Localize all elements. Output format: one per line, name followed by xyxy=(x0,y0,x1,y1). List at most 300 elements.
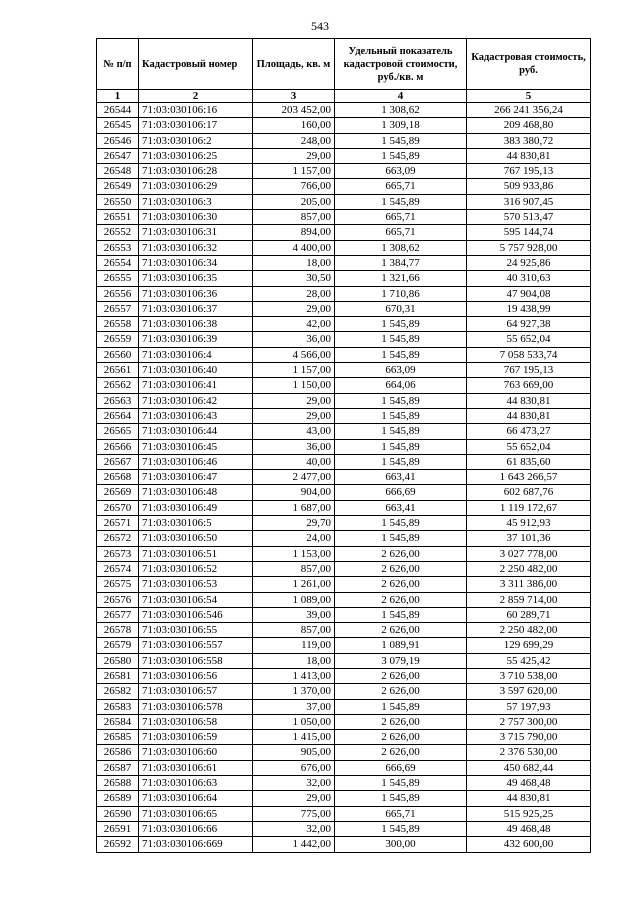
specific-value-cell: 665,71 xyxy=(335,225,467,240)
cadastral-number-cell: 71:03:030106:669 xyxy=(139,837,253,852)
cadastral-number-cell: 71:03:030106:557 xyxy=(139,638,253,653)
row-number-cell: 26557 xyxy=(97,301,139,316)
row-number-cell: 26589 xyxy=(97,791,139,806)
cadastral-value-cell: 2 757 300,00 xyxy=(467,714,591,729)
row-number-cell: 26571 xyxy=(97,516,139,531)
cadastral-value-cell: 316 907,45 xyxy=(467,194,591,209)
header-cadastral-number: Кадастровый номер xyxy=(139,39,253,90)
cadastral-number-cell: 71:03:030106:578 xyxy=(139,699,253,714)
row-number-cell: 26556 xyxy=(97,286,139,301)
area-cell: 894,00 xyxy=(253,225,335,240)
cadastral-number-cell: 71:03:030106:46 xyxy=(139,454,253,469)
row-number-cell: 26574 xyxy=(97,561,139,576)
table-row xyxy=(97,164,591,179)
column-number: 3 xyxy=(253,90,335,103)
area-cell: 36,00 xyxy=(253,439,335,454)
column-number: 1 xyxy=(97,90,139,103)
cadastral-number-cell: 71:03:030106:29 xyxy=(139,179,253,194)
row-number-cell: 26583 xyxy=(97,699,139,714)
specific-value-cell: 1 545,89 xyxy=(335,776,467,791)
cadastral-number-cell: 71:03:030106:30 xyxy=(139,210,253,225)
cadastral-value-cell: 763 669,00 xyxy=(467,378,591,393)
area-cell: 18,00 xyxy=(253,653,335,668)
cadastral-value-cell: 266 241 356,24 xyxy=(467,103,591,118)
cadastral-number-cell: 71:03:030106:25 xyxy=(139,148,253,163)
cadastral-number-cell: 71:03:030106:66 xyxy=(139,821,253,836)
cadastral-value-cell: 5 757 928,00 xyxy=(467,240,591,255)
specific-value-cell: 1 545,89 xyxy=(335,408,467,423)
area-cell: 2 477,00 xyxy=(253,470,335,485)
table-row xyxy=(97,623,591,638)
cadastral-value-cell: 47 904,08 xyxy=(467,286,591,301)
header-cadastral-value: Кадастровая стоимость, руб. xyxy=(467,39,591,90)
cadastral-value-cell: 432 600,00 xyxy=(467,837,591,852)
cadastral-number-cell: 71:03:030106:558 xyxy=(139,653,253,668)
row-number-cell: 26580 xyxy=(97,653,139,668)
area-cell: 29,00 xyxy=(253,791,335,806)
table-row xyxy=(97,194,591,209)
area-cell: 1 370,00 xyxy=(253,684,335,699)
specific-value-cell: 2 626,00 xyxy=(335,592,467,607)
cadastral-number-cell: 71:03:030106:56 xyxy=(139,668,253,683)
table-row xyxy=(97,791,591,806)
specific-value-cell: 300,00 xyxy=(335,837,467,852)
row-number-cell: 26573 xyxy=(97,546,139,561)
specific-value-cell: 665,71 xyxy=(335,179,467,194)
area-cell: 160,00 xyxy=(253,118,335,133)
table-row xyxy=(97,592,591,607)
row-number-cell: 26554 xyxy=(97,255,139,270)
row-number-cell: 26568 xyxy=(97,470,139,485)
row-number-cell: 26550 xyxy=(97,194,139,209)
cadastral-value-cell: 44 830,81 xyxy=(467,791,591,806)
table-row xyxy=(97,699,591,714)
cadastral-value-cell: 383 380,72 xyxy=(467,133,591,148)
table-row xyxy=(97,821,591,836)
cadastral-value-cell: 602 687,76 xyxy=(467,485,591,500)
cadastral-value-cell: 129 699,29 xyxy=(467,638,591,653)
row-number-cell: 26584 xyxy=(97,714,139,729)
specific-value-cell: 2 626,00 xyxy=(335,561,467,576)
cadastral-number-cell: 71:03:030106:54 xyxy=(139,592,253,607)
specific-value-cell: 1 308,62 xyxy=(335,103,467,118)
specific-value-cell: 1 545,89 xyxy=(335,699,467,714)
specific-value-cell: 2 626,00 xyxy=(335,668,467,683)
cadastral-value-cell: 1 643 266,57 xyxy=(467,470,591,485)
cadastral-number-cell: 71:03:030106:43 xyxy=(139,408,253,423)
table-row xyxy=(97,653,591,668)
area-cell: 43,00 xyxy=(253,424,335,439)
area-cell: 29,00 xyxy=(253,393,335,408)
cadastral-value-table xyxy=(96,38,591,853)
cadastral-number-cell: 71:03:030106:34 xyxy=(139,255,253,270)
area-cell: 37,00 xyxy=(253,699,335,714)
specific-value-cell: 2 626,00 xyxy=(335,684,467,699)
specific-value-cell: 1 545,89 xyxy=(335,133,467,148)
cadastral-value-cell: 450 682,44 xyxy=(467,760,591,775)
table-row xyxy=(97,133,591,148)
table-row xyxy=(97,255,591,270)
cadastral-value-cell: 40 310,63 xyxy=(467,271,591,286)
column-number: 5 xyxy=(467,90,591,103)
specific-value-cell: 1 309,18 xyxy=(335,118,467,133)
table-row xyxy=(97,454,591,469)
table-row xyxy=(97,806,591,821)
table-row xyxy=(97,668,591,683)
table-row xyxy=(97,118,591,133)
row-number-cell: 26561 xyxy=(97,363,139,378)
cadastral-value-cell: 767 195,13 xyxy=(467,164,591,179)
page-number: 543 xyxy=(311,19,329,33)
cadastral-number-cell: 71:03:030106:60 xyxy=(139,745,253,760)
cadastral-number-cell: 71:03:030106:61 xyxy=(139,760,253,775)
row-number-cell: 26555 xyxy=(97,271,139,286)
table-row xyxy=(97,745,591,760)
area-cell: 905,00 xyxy=(253,745,335,760)
row-number-cell: 26564 xyxy=(97,408,139,423)
cadastral-value-cell: 61 835,60 xyxy=(467,454,591,469)
cadastral-number-cell: 71:03:030106:16 xyxy=(139,103,253,118)
cadastral-number-cell: 71:03:030106:41 xyxy=(139,378,253,393)
cadastral-number-cell: 71:03:030106:52 xyxy=(139,561,253,576)
cadastral-value-cell: 60 289,71 xyxy=(467,607,591,622)
specific-value-cell: 1 545,89 xyxy=(335,194,467,209)
area-cell: 29,70 xyxy=(253,516,335,531)
specific-value-cell: 1 089,91 xyxy=(335,638,467,653)
row-number-cell: 26548 xyxy=(97,164,139,179)
area-cell: 904,00 xyxy=(253,485,335,500)
cadastral-value-cell: 55 425,42 xyxy=(467,653,591,668)
table-row xyxy=(97,837,591,852)
area-cell: 1 261,00 xyxy=(253,577,335,592)
table-body xyxy=(97,103,591,853)
cadastral-value-cell: 2 376 530,00 xyxy=(467,745,591,760)
specific-value-cell: 663,09 xyxy=(335,363,467,378)
table-header-row xyxy=(97,39,591,90)
row-number-cell: 26585 xyxy=(97,730,139,745)
area-cell: 36,00 xyxy=(253,332,335,347)
table-row xyxy=(97,301,591,316)
cadastral-number-cell: 71:03:030106:39 xyxy=(139,332,253,347)
area-cell: 1 050,00 xyxy=(253,714,335,729)
row-number-cell: 26566 xyxy=(97,439,139,454)
row-number-cell: 26546 xyxy=(97,133,139,148)
row-number-cell: 26553 xyxy=(97,240,139,255)
table-row xyxy=(97,500,591,515)
cadastral-value-cell: 7 058 533,74 xyxy=(467,347,591,362)
specific-value-cell: 1 545,89 xyxy=(335,791,467,806)
specific-value-cell: 1 545,89 xyxy=(335,424,467,439)
cadastral-number-cell: 71:03:030106:48 xyxy=(139,485,253,500)
row-number-cell: 26587 xyxy=(97,760,139,775)
area-cell: 205,00 xyxy=(253,194,335,209)
area-cell: 40,00 xyxy=(253,454,335,469)
cadastral-value-cell: 209 468,80 xyxy=(467,118,591,133)
cadastral-value-cell: 3 715 790,00 xyxy=(467,730,591,745)
area-cell: 32,00 xyxy=(253,776,335,791)
area-cell: 766,00 xyxy=(253,179,335,194)
cadastral-number-cell: 71:03:030106:63 xyxy=(139,776,253,791)
cadastral-number-cell: 71:03:030106:40 xyxy=(139,363,253,378)
column-number-row xyxy=(97,90,591,103)
cadastral-value-cell: 3 311 386,00 xyxy=(467,577,591,592)
row-number-cell: 26544 xyxy=(97,103,139,118)
row-number-cell: 26562 xyxy=(97,378,139,393)
specific-value-cell: 670,31 xyxy=(335,301,467,316)
area-cell: 203 452,00 xyxy=(253,103,335,118)
row-number-cell: 26572 xyxy=(97,531,139,546)
row-number-cell: 26570 xyxy=(97,500,139,515)
area-cell: 1 157,00 xyxy=(253,363,335,378)
cadastral-value-cell: 3 597 620,00 xyxy=(467,684,591,699)
area-cell: 29,00 xyxy=(253,301,335,316)
row-number-cell: 26576 xyxy=(97,592,139,607)
specific-value-cell: 1 321,66 xyxy=(335,271,467,286)
area-cell: 1 150,00 xyxy=(253,378,335,393)
cadastral-value-cell: 570 513,47 xyxy=(467,210,591,225)
cadastral-value-cell: 3 710 538,00 xyxy=(467,668,591,683)
cadastral-value-cell: 37 101,36 xyxy=(467,531,591,546)
header-area: Площадь, кв. м xyxy=(253,39,335,90)
area-cell: 24,00 xyxy=(253,531,335,546)
cadastral-number-cell: 71:03:030106:44 xyxy=(139,424,253,439)
table-row xyxy=(97,408,591,423)
cadastral-number-cell: 71:03:030106:50 xyxy=(139,531,253,546)
cadastral-value-cell: 45 912,93 xyxy=(467,516,591,531)
row-number-cell: 26582 xyxy=(97,684,139,699)
column-number: 4 xyxy=(335,90,467,103)
specific-value-cell: 663,41 xyxy=(335,470,467,485)
row-number-cell: 26591 xyxy=(97,821,139,836)
table-row xyxy=(97,638,591,653)
specific-value-cell: 1 545,89 xyxy=(335,317,467,332)
cadastral-number-cell: 71:03:030106:49 xyxy=(139,500,253,515)
table-row xyxy=(97,148,591,163)
area-cell: 119,00 xyxy=(253,638,335,653)
cadastral-value-cell: 3 027 778,00 xyxy=(467,546,591,561)
area-cell: 4 400,00 xyxy=(253,240,335,255)
cadastral-value-cell: 509 933,86 xyxy=(467,179,591,194)
specific-value-cell: 1 308,62 xyxy=(335,240,467,255)
row-number-cell: 26569 xyxy=(97,485,139,500)
cadastral-number-cell: 71:03:030106:28 xyxy=(139,164,253,179)
table-row xyxy=(97,470,591,485)
area-cell: 1 089,00 xyxy=(253,592,335,607)
cadastral-number-cell: 71:03:030106:17 xyxy=(139,118,253,133)
cadastral-number-cell: 71:03:030106:59 xyxy=(139,730,253,745)
row-number-cell: 26552 xyxy=(97,225,139,240)
row-number-cell: 26558 xyxy=(97,317,139,332)
row-number-cell: 26578 xyxy=(97,623,139,638)
specific-value-cell: 2 626,00 xyxy=(335,714,467,729)
table-row xyxy=(97,684,591,699)
cadastral-value-cell: 2 859 714,00 xyxy=(467,592,591,607)
specific-value-cell: 2 626,00 xyxy=(335,730,467,745)
table-row xyxy=(97,607,591,622)
table-row xyxy=(97,378,591,393)
cadastral-value-cell: 57 197,93 xyxy=(467,699,591,714)
specific-value-cell: 1 710,86 xyxy=(335,286,467,301)
specific-value-cell: 1 545,89 xyxy=(335,531,467,546)
cadastral-number-cell: 71:03:030106:55 xyxy=(139,623,253,638)
specific-value-cell: 666,69 xyxy=(335,760,467,775)
area-cell: 1 413,00 xyxy=(253,668,335,683)
table-row xyxy=(97,776,591,791)
cadastral-value-cell: 1 119 172,67 xyxy=(467,500,591,515)
area-cell: 857,00 xyxy=(253,623,335,638)
area-cell: 1 687,00 xyxy=(253,500,335,515)
cadastral-number-cell: 71:03:030106:65 xyxy=(139,806,253,821)
cadastral-value-cell: 49 468,48 xyxy=(467,821,591,836)
cadastral-value-cell: 64 927,38 xyxy=(467,317,591,332)
cadastral-value-cell: 595 144,74 xyxy=(467,225,591,240)
cadastral-value-cell: 24 925,86 xyxy=(467,255,591,270)
area-cell: 4 566,00 xyxy=(253,347,335,362)
cadastral-number-cell: 71:03:030106:51 xyxy=(139,546,253,561)
table-row xyxy=(97,286,591,301)
table-row xyxy=(97,760,591,775)
area-cell: 1 157,00 xyxy=(253,164,335,179)
cadastral-number-cell: 71:03:030106:31 xyxy=(139,225,253,240)
table-row xyxy=(97,531,591,546)
specific-value-cell: 2 626,00 xyxy=(335,745,467,760)
cadastral-value-cell: 2 250 482,00 xyxy=(467,623,591,638)
table-row xyxy=(97,347,591,362)
row-number-cell: 26590 xyxy=(97,806,139,821)
cadastral-number-cell: 71:03:030106:3 xyxy=(139,194,253,209)
specific-value-cell: 2 626,00 xyxy=(335,577,467,592)
specific-value-cell: 2 626,00 xyxy=(335,546,467,561)
cadastral-number-cell: 71:03:030106:57 xyxy=(139,684,253,699)
table-row xyxy=(97,577,591,592)
specific-value-cell: 1 545,89 xyxy=(335,393,467,408)
cadastral-value-cell: 55 652,04 xyxy=(467,332,591,347)
area-cell: 39,00 xyxy=(253,607,335,622)
cadastral-value-cell: 44 830,81 xyxy=(467,393,591,408)
row-number-cell: 26588 xyxy=(97,776,139,791)
column-number: 2 xyxy=(139,90,253,103)
specific-value-cell: 1 545,89 xyxy=(335,821,467,836)
header-row-number: № п/п xyxy=(97,39,139,90)
row-number-cell: 26567 xyxy=(97,454,139,469)
specific-value-cell: 2 626,00 xyxy=(335,623,467,638)
table-row xyxy=(97,714,591,729)
specific-value-cell: 1 545,89 xyxy=(335,516,467,531)
area-cell: 32,00 xyxy=(253,821,335,836)
area-cell: 30,50 xyxy=(253,271,335,286)
table-row xyxy=(97,546,591,561)
table-row xyxy=(97,225,591,240)
area-cell: 42,00 xyxy=(253,317,335,332)
cadastral-value-cell: 44 830,81 xyxy=(467,148,591,163)
row-number-cell: 26579 xyxy=(97,638,139,653)
table-row xyxy=(97,439,591,454)
cadastral-number-cell: 71:03:030106:42 xyxy=(139,393,253,408)
cadastral-number-cell: 71:03:030106:47 xyxy=(139,470,253,485)
specific-value-cell: 663,41 xyxy=(335,500,467,515)
table-row xyxy=(97,363,591,378)
area-cell: 676,00 xyxy=(253,760,335,775)
cadastral-number-cell: 71:03:030106:546 xyxy=(139,607,253,622)
specific-value-cell: 3 079,19 xyxy=(335,653,467,668)
cadastral-number-cell: 71:03:030106:58 xyxy=(139,714,253,729)
row-number-cell: 26592 xyxy=(97,837,139,852)
row-number-cell: 26547 xyxy=(97,148,139,163)
cadastral-number-cell: 71:03:030106:37 xyxy=(139,301,253,316)
specific-value-cell: 664,06 xyxy=(335,378,467,393)
area-cell: 857,00 xyxy=(253,561,335,576)
row-number-cell: 26560 xyxy=(97,347,139,362)
cadastral-number-cell: 71:03:030106:35 xyxy=(139,271,253,286)
table-row xyxy=(97,240,591,255)
row-number-cell: 26575 xyxy=(97,577,139,592)
cadastral-value-cell: 49 468,48 xyxy=(467,776,591,791)
specific-value-cell: 1 545,89 xyxy=(335,148,467,163)
row-number-cell: 26545 xyxy=(97,118,139,133)
cadastral-number-cell: 71:03:030106:2 xyxy=(139,133,253,148)
area-cell: 775,00 xyxy=(253,806,335,821)
row-number-cell: 26549 xyxy=(97,179,139,194)
table-row xyxy=(97,561,591,576)
area-cell: 18,00 xyxy=(253,255,335,270)
area-cell: 28,00 xyxy=(253,286,335,301)
table-row xyxy=(97,393,591,408)
cadastral-value-cell: 19 438,99 xyxy=(467,301,591,316)
table-row xyxy=(97,210,591,225)
cadastral-number-cell: 71:03:030106:64 xyxy=(139,791,253,806)
row-number-cell: 26586 xyxy=(97,745,139,760)
table-row xyxy=(97,332,591,347)
cadastral-value-cell: 55 652,04 xyxy=(467,439,591,454)
specific-value-cell: 1 545,89 xyxy=(335,439,467,454)
cadastral-value-cell: 515 925,25 xyxy=(467,806,591,821)
area-cell: 248,00 xyxy=(253,133,335,148)
specific-value-cell: 663,09 xyxy=(335,164,467,179)
row-number-cell: 26563 xyxy=(97,393,139,408)
table-row xyxy=(97,103,591,118)
specific-value-cell: 1 545,89 xyxy=(335,347,467,362)
header-specific-value: Удельный показатель кадастровой стоимости, руб./кв. м xyxy=(335,39,467,90)
table-row xyxy=(97,424,591,439)
specific-value-cell: 665,71 xyxy=(335,210,467,225)
row-number-cell: 26559 xyxy=(97,332,139,347)
area-cell: 29,00 xyxy=(253,148,335,163)
specific-value-cell: 1 545,89 xyxy=(335,607,467,622)
cadastral-number-cell: 71:03:030106:4 xyxy=(139,347,253,362)
cadastral-number-cell: 71:03:030106:53 xyxy=(139,577,253,592)
cadastral-number-cell: 71:03:030106:5 xyxy=(139,516,253,531)
row-number-cell: 26577 xyxy=(97,607,139,622)
table-row xyxy=(97,730,591,745)
row-number-cell: 26551 xyxy=(97,210,139,225)
row-number-cell: 26565 xyxy=(97,424,139,439)
cadastral-number-cell: 71:03:030106:32 xyxy=(139,240,253,255)
specific-value-cell: 1 545,89 xyxy=(335,332,467,347)
cadastral-number-cell: 71:03:030106:38 xyxy=(139,317,253,332)
area-cell: 29,00 xyxy=(253,408,335,423)
cadastral-value-cell: 2 250 482,00 xyxy=(467,561,591,576)
area-cell: 1 415,00 xyxy=(253,730,335,745)
area-cell: 857,00 xyxy=(253,210,335,225)
table-row xyxy=(97,317,591,332)
specific-value-cell: 1 545,89 xyxy=(335,454,467,469)
cadastral-value-cell: 44 830,81 xyxy=(467,408,591,423)
cadastral-value-cell: 66 473,27 xyxy=(467,424,591,439)
row-number-cell: 26581 xyxy=(97,668,139,683)
cadastral-number-cell: 71:03:030106:36 xyxy=(139,286,253,301)
specific-value-cell: 1 384,77 xyxy=(335,255,467,270)
specific-value-cell: 665,71 xyxy=(335,806,467,821)
